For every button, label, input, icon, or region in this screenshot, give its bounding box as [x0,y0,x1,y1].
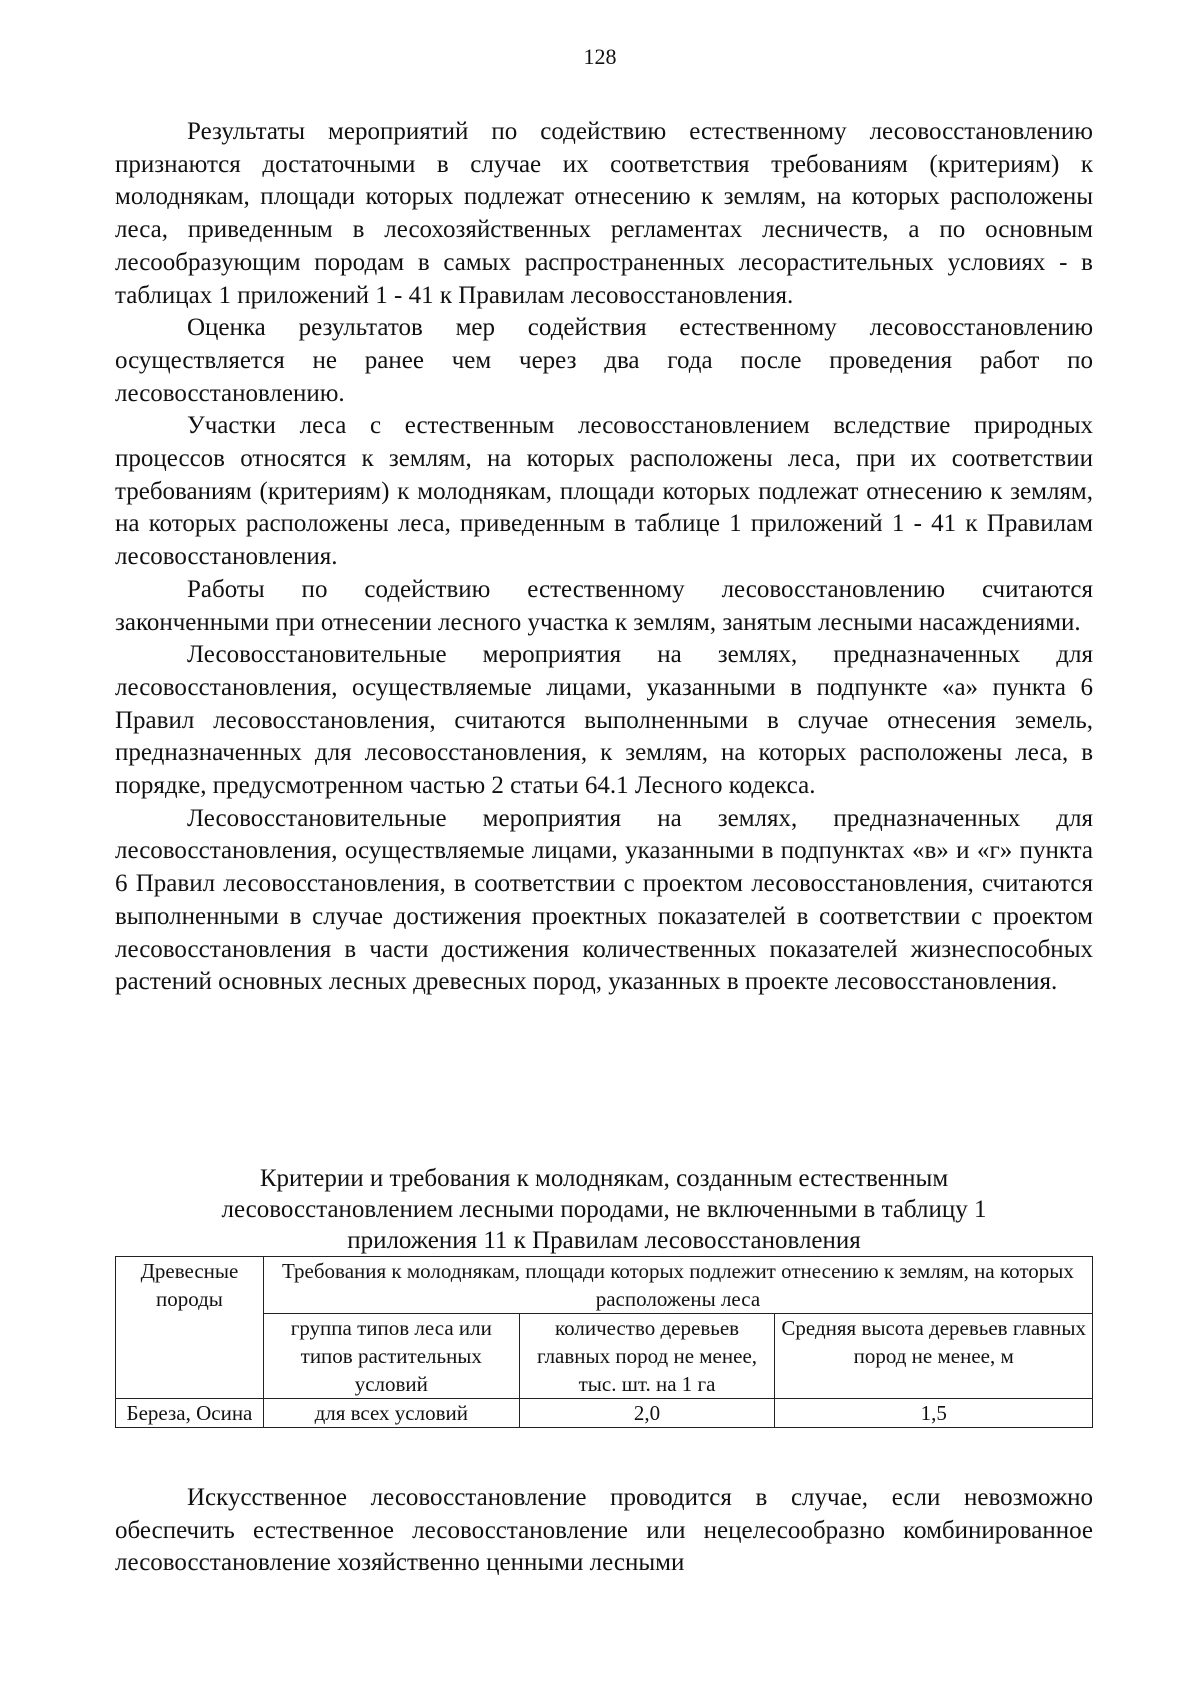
header-requirements: Требования к молоднякам, площади которых подлежит отнесению к землям, на которых расположены леса [263,1257,1092,1314]
paragraph-2: Оценка результатов мер содействия естественному лесовосстановлению осуществляется не ранее чем через два года после проведения работ по лесовосстановлению. [115,314,1093,407]
subheader-tree-count: количество деревьев главных пород не менее, тыс. шт. на 1 га [519,1314,775,1399]
subheader-forest-type: группа типов леса или типов растительных условий [263,1314,519,1399]
bottom-text [115,1482,1093,1580]
cell-tree-count: 2,0 [519,1399,775,1428]
header-species: Древесные породы [116,1257,264,1399]
paragraph-1: Результаты мероприятий по содействию естественному лесовосстановлению признаются достаточными в случае их соответствия требованиям (критериям) к молоднякам, площади которых подлежат отнесению к землям, на которых расположены леса, приведенным в лесохозяйственных регламентах лесничеств, а по основным лесообразующим породам в самых распространенных лесорастительных условиях - в таблицах 1 приложений 1 - 41 к Правилам лесовосстановления. [115,118,1093,309]
final-paragraph: Искусственное лесовосстановление проводится в случае, если невозможно обеспечить естественное лесовосстановление или нецелесообразно комбинированное лесовосстановление хозяйственно ценными лесными [115,1484,1093,1577]
cell-avg-height: 1,5 [775,1399,1093,1428]
table-header-row [116,1257,1093,1314]
table-caption-line-2: лесовосстановлением лесными породами, не включенными в таблицу 1 [221,1196,987,1223]
paragraph-3: Участки леса с естественным лесовосстановлением вследствие природных процессов относятся к землям, на которых расположены леса, при их соответствии требованиям (критериям) к молоднякам, площади которых подлежат отнесению к землям, на которых расположены леса, приведенным в таблице 1 приложений 1 - 41 к Правилам лесовосстановления. [115,412,1093,571]
table-caption-line-3: приложения 11 к Правилам лесовосстановления [347,1227,861,1254]
table-row [116,1399,1093,1428]
table-caption [115,1163,1093,1256]
body-text [115,116,1093,999]
page-number: 128 [583,44,617,69]
paragraph-5: Лесовосстановительные мероприятия на землях, предназначенных для лесовосстановления, осуществляемые лицами, указанными в подпункте «а» пункта 6 Правил лесовосстановления, считаются выполненными в случае отнесения земель, предназначенных для лесовосстановления, к землям, на которых расположены леса, в порядке, предусмотренном частью 2 статьи 64.1 Лесного кодекса. [115,641,1093,800]
criteria-table [115,1256,1093,1428]
paragraph-4: Работы по содействию естественному лесовосстановлению считаются законченными при отнесении лесного участка к землям, занятым лесными насаждениями. [115,575,1093,636]
subheader-avg-height: Средняя высота деревьев главных пород не менее, м [775,1314,1093,1399]
cell-forest-type: для всех условий [263,1399,519,1428]
paragraph-6: Лесовосстановительные мероприятия на землях, предназначенных для лесовосстановления, осуществляемые лицами, указанными в подпунктах «в» и «г» пункта 6 Правил лесовосстановления, в соответствии с проектом лесовосстановления, считаются выполненными в случае достижения проектных показателей в соответствии с проектом лесовосстановления в части достижения количественных показателей жизнеспособных растений основных лесных древесных пород, указанных в проекте лесовосстановления. [115,804,1093,996]
cell-species: Береза, Осина [116,1399,264,1428]
table-caption-line-1: Критерии и требования к молоднякам, созданным естественным [259,1165,949,1192]
